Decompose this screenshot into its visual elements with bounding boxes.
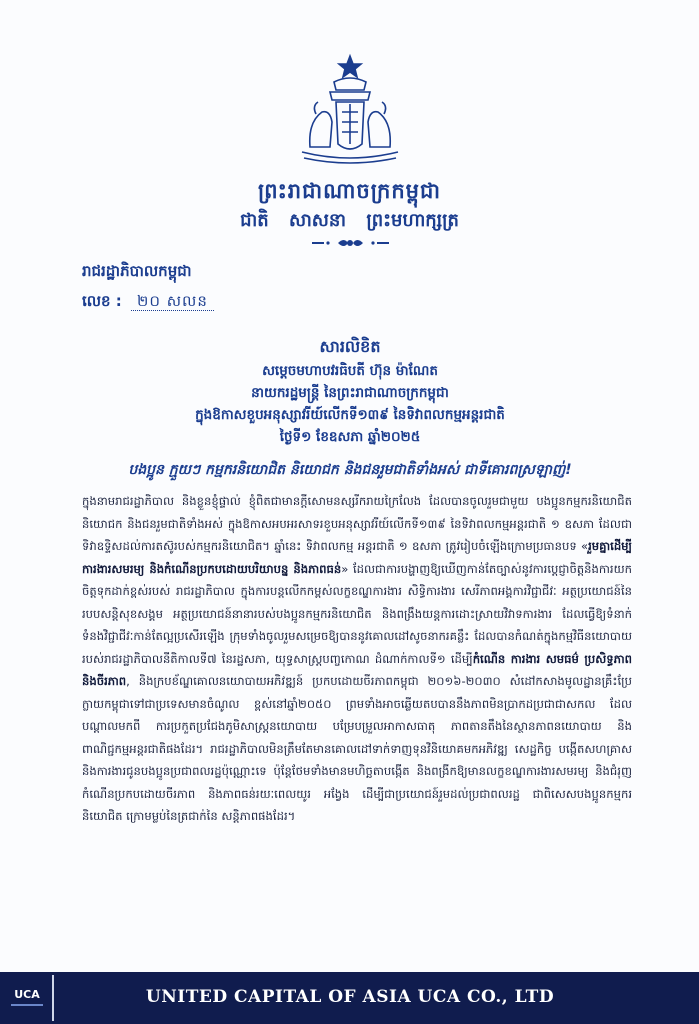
letter-title: សារលិខិត [319,337,381,356]
reference-label: លេខ : [82,292,122,310]
uca-logo: UCA [14,988,40,1001]
reference-number [82,292,214,314]
body-part-2: » ដែលជាការបង្ហាញឱ្យឃើញកាន់តែច្បាស់នូវការប្ដេជ្ញាចិត្តនិងការយកចិត្តទុកដាក់ខ្ពស់របស់ រាជរដ្ឋាភិបាល ក្នុងការបន្តលើកកម្ពស់លក្ខខណ្ឌការងារ សិទ្ធិការងារ សេរីភាពអង្គការវិជ្ជាជីវៈ អត្ថប្រយោជន៍នៃ របបសន្តិសុខសង្គម អត្ថប្រយោជន៍នានារបស់បងប្អូនកម្មករនិយោជិត និងពង្រឹងយន្តការដោះស្រាយវិវាទការងារ ដែលធ្វើឱ្យទំនាក់ទំនងវិជ្ជាជីវៈកាន់តែល្អប្រសើរឡើង ក្រុមទាំងចូលរួមសម្រេចឱ្យបាននូវគោលដៅសូចនាករគន្លឹះ ដែលបានកំណត់ក្នុងកម្មវិធីនយោបាយរបស់រាជរដ្ឋាភិបាលនីតិកាលទី៧ នៃរដ្ឋសភា, យុទ្ធសាស្ត្របញ្ចកោណ ដំណាក់កាលទី១ ដើម្បី [82,561,632,666]
author-name: សម្ដេចមហាបវរធិបតី ហ៊ុន ម៉ាណែត [262,363,438,379]
body-part-1: ក្នុងនាមរាជរដ្ឋាភិបាល និងខ្លួនខ្ញុំផ្ទាល់ ខ្ញុំពិតជាមានក្ដីសោមនស្សរីករាយក្រៃលែង ដែលបានចូលរួមជាមួយ បងប្អូនកម្មករនិយោជិត និយោជក និងជនរួមជាតិទាំងអស់ ក្នុងឱកាសអបអរសាទរខួបអនុស្សាវរីយ៍លើកទី១៣៩ នៃទិវាពលកម្មអន្តរជាតិ ១ ឧសភា ដែលជាទិវាឧទ្ទិសដល់ការតស៊ូរបស់កម្មករនិយោជិត។ ឆ្នាំនេះ ទិវាពលកម្ម អន្តរជាតិ ១ ឧសភា ត្រូវរៀបចំឡើងក្រោមប្រធានបទ « [82,494,632,553]
national-motto: ជាតិ សាសនា ព្រះមហាក្សត្រ [240,210,459,231]
issuing-government: រាជរដ្ឋាភិបាលកម្ពុជា [82,262,192,280]
letter-body [82,490,632,828]
body-theme: រួមគ្នាដើម្បីការងារសមរម្យ និងកំណើនប្រកបដោយបរិយាបន្ន និងភាពធន់ [82,539,632,576]
letter-date: ថ្ងៃទី១ ខែឧសភា ឆ្នាំ២០២៥ [279,429,421,445]
royal-coat-of-arms-icon [290,52,410,167]
ornament-divider-icon [308,236,393,250]
salutation: បងប្អូន ក្មួយៗ កម្មករនិយោជិត និយោជក និងជនរួមជាតិទាំងអស់ ជាទីគោរពស្រឡាញ់! [128,462,572,478]
body-theme-2: កំណើន ការងារ សមធម៌ ប្រសិទ្ធភាព និងចីរភាព [82,651,632,688]
company-name: UNITED CAPITAL OF ASIA UCA CO., LTD [145,987,555,1007]
footer-divider [52,975,54,1021]
reference-value: ២០ សលន [131,292,214,311]
body-part-3: , និងក្របខ័ណ្ឌគោលនយោបាយអភិវឌ្ឍន៍ ប្រកបដោយចីរភាពកម្ពុជា ២០១៦-២០៣០ សំដៅកសាងមូលដ្ឋានគ្រឹះប្រែក្លាយកម្ពុជាទៅជាប្រទេសមានចំណូល ខ្ពស់នៅឆ្នាំ២០៥០ ព្រមទាំងអាចឆ្លើយតបបាននឹងភាពមិនប្រាកដប្រជាជាសកល ដែលបណ្ដាលមកពី ការប្រកួតប្រជែងភូមិសាស្ត្រនយោបាយ បម្រែបម្រួលអាកាសធាតុ ភាពតានតឹងនៃស្ថានភាពនយោបាយ និង ពាណិជ្ជកម្មអន្តរជាតិផងដែរ។ រាជរដ្ឋាភិបាលមិនត្រឹមតែមានគោលដៅទាក់ទាញទុនវិនិយោគមកអភិវឌ្ឍ សេដ្ឋកិច្ច បង្កើតសហគ្រាស និងការងារជូនបងប្អូនប្រជាពលរដ្ឋប៉ុណ្ណោះទេ ប៉ុន្តែថែមទាំងមានមហិច្ឆតាបង្កើត និងពង្រីកឱ្យមានលក្ខខណ្ឌការងារសមរម្យ និងជំរុញកំណើនប្រកបដោយចីរភាព និងភាពធន់រយៈពេលយូរ អង្វែង ដើម្បីជាប្រយោជន៍រួមដល់ប្រជាពលរដ្ឋ ជាពិសេសបងប្អូនកម្មករនិយោជិត ក្រោមម្លប់នៃត្រជាក់នៃ សន្តិភាពផងដែរ។ [82,674,632,823]
occasion-line: ក្នុងឱកាសខួបអនុស្សាវរីយ៍លើកទី១៣៩ នៃទិវាពលកម្មអន្តរជាតិ [195,407,505,423]
author-position: នាយករដ្ឋមន្ត្រី នៃព្រះរាជាណាចក្រកម្ពុជា [251,385,449,401]
logo-underline [11,1004,43,1006]
kingdom-name: ព្រះរាជាណាចក្រកម្ពុជា [257,179,441,203]
